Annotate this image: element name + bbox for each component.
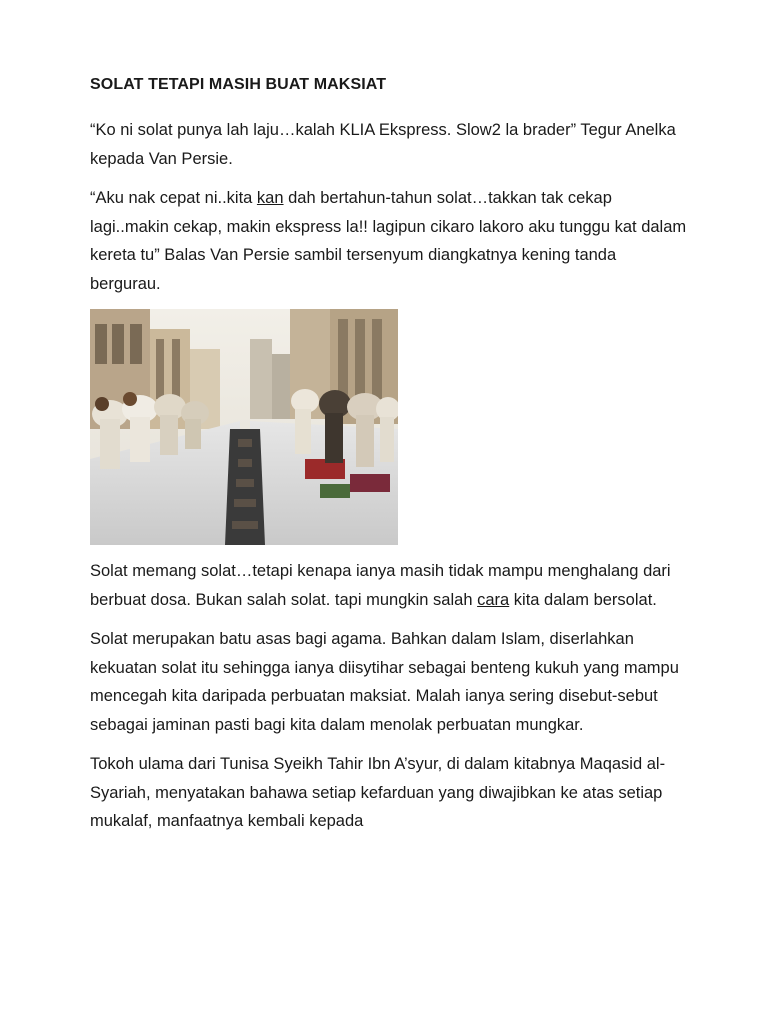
document-page	[90, 72, 690, 847]
document-title: SOLAT TETAPI MASIH BUAT MAKSIAT	[90, 76, 387, 93]
underlined-word-kan: kan	[256, 189, 284, 207]
paragraph-3-text-a: Solat memang solat…tetapi kenapa ianya masih tidak mampu menghalang dari berbuat dosa. Bukan salah solat. tapi mungkin salah	[90, 562, 671, 609]
underlined-word-cara: cara	[477, 590, 510, 609]
photo-prayer-on-bus-roofs	[90, 309, 398, 545]
paragraph-4: Solat merupakan batu asas bagi agama. Bahkan dalam Islam, diserlahkan kekuatan solat itu sehingga ianya diisytihar sebagai benteng kukuh yang mampu mencegah kita daripada perbuatan maksiat. Malah ianya sering disebut-sebut sebagai jaminan pasti bagi kita dalam menolak perbuatan mungkar.	[90, 630, 679, 734]
paragraph-1: “Ko ni solat punya lah laju…kalah KLIA Ekspress. Slow2 la brader” Tegur Anelka kepada Van Persie.	[90, 121, 676, 168]
paragraph-3	[90, 557, 690, 614]
paragraph-2-text-a: “Aku nak cepat ni..kita	[90, 189, 257, 207]
paragraph-2	[90, 184, 690, 298]
paragraph-2-text-b: dah bertahun-tahun solat…takkan tak cekap lagi..makin cekap, makin ekspress la!! lagipun cikaro lakoro aku tunggu kat dalam kereta tu” Balas Van Persie sambil tersenyum diangkatnya kening tanda bergurau.	[90, 189, 687, 293]
paragraph-5: Tokoh ulama dari Tunisa Syeikh Tahir Ibn A’syur, di dalam kitabnya Maqasid al-Syariah, menyatakan bahawa setiap kefarduan yang diwajibkan ke atas setiap mukalaf, manfaatnya kembali kepada	[90, 755, 666, 830]
paragraph-3-text-b: kita dalam bersolat.	[509, 590, 657, 609]
